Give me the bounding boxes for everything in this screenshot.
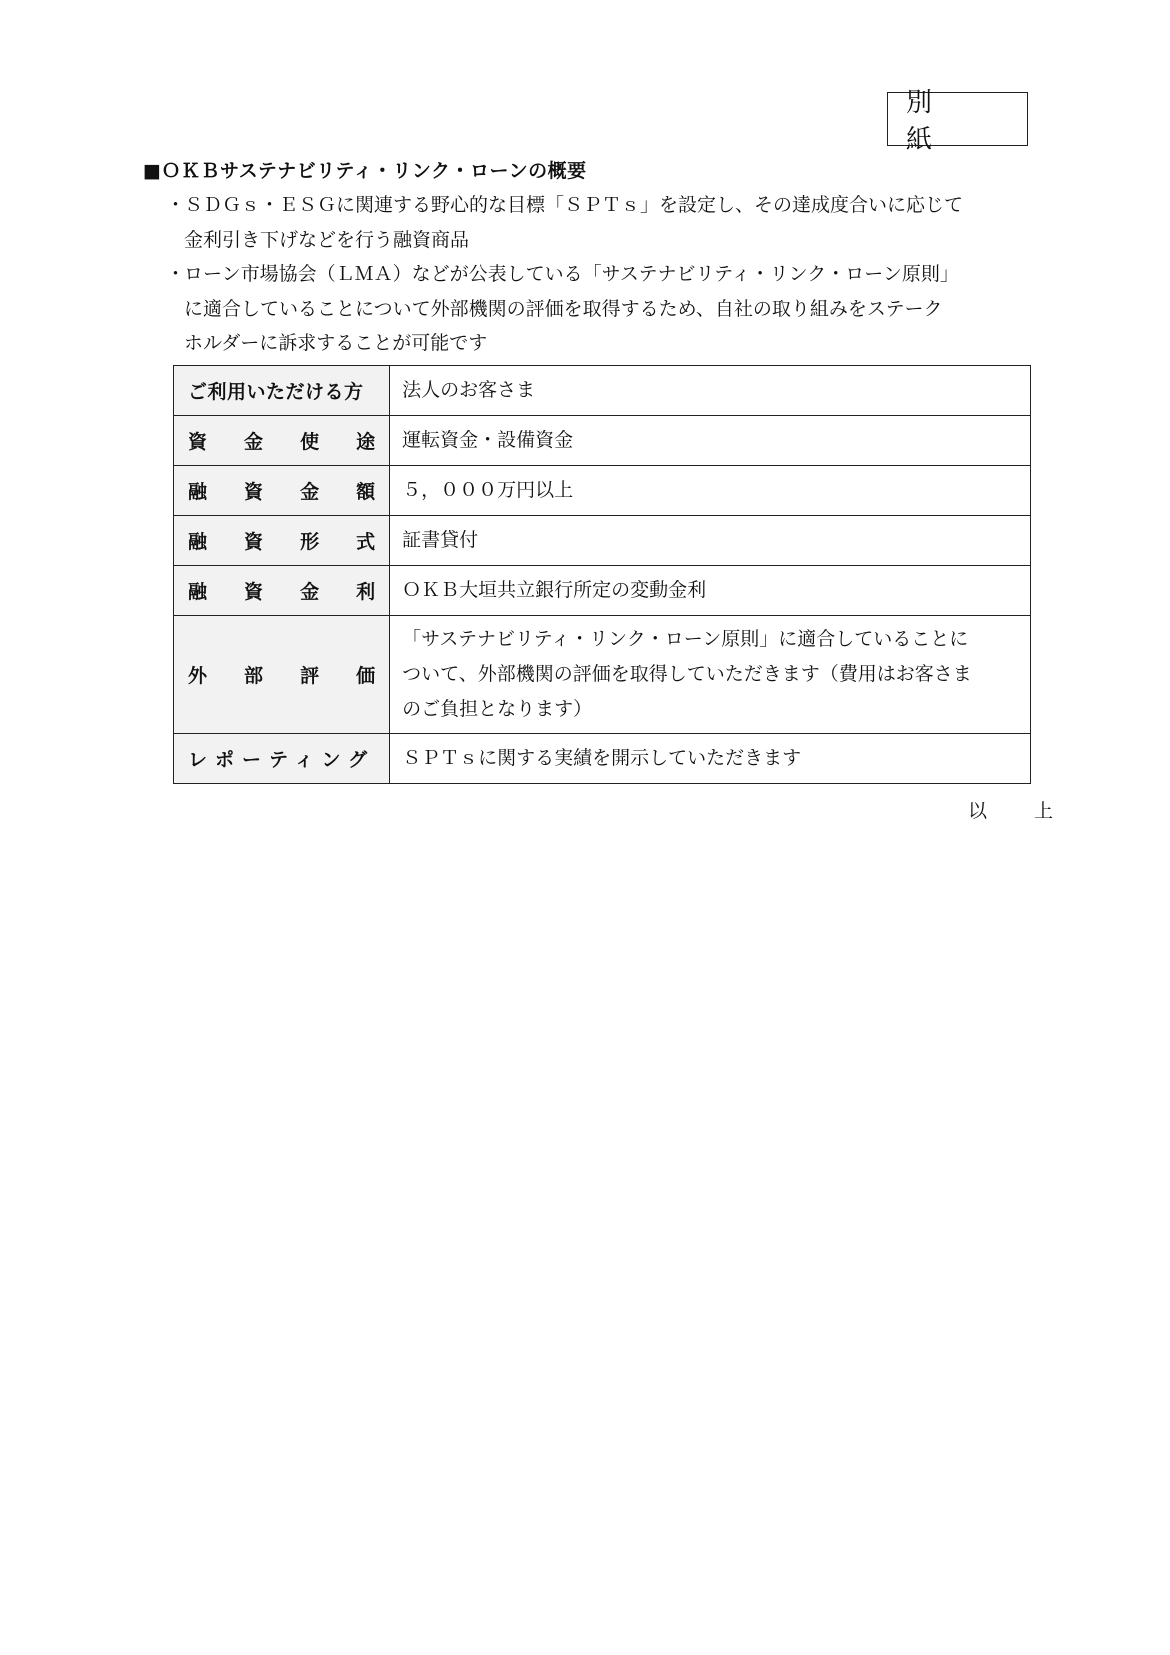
row-label: 外部評価 [174,616,390,734]
bullet-text: ＳＤＧｓ・ＥＳＧに関連する野心的な目標「ＳＰＴｓ」を設定し、その達成度合いに応じて 金利引き下げなどを行う融資商品 [184,194,964,251]
row-label: 融資金額 [174,466,390,516]
row-value: 運転資金・設備資金 [390,416,1031,466]
row-value: 証書貸付 [390,516,1031,566]
bullet-marker: ・ [166,263,186,285]
table-row [174,734,1031,784]
row-label: レポーティング [174,734,390,784]
row-label: 資金使途 [174,416,390,466]
table-row [174,616,1031,734]
table-row [174,566,1031,616]
bullet-marker: ・ [166,194,186,216]
product-overview-table [173,365,1031,784]
row-label: 融資形式 [174,516,390,566]
row-label: ご利用いただける方 [174,366,390,416]
bullet-list [166,188,1036,361]
bullet-item [166,188,1036,257]
row-value: 「サステナビリティ・リンク・ローン原則」に適合していることに ついて、外部機関の評価を取得していただきます（費用はお客さま のご負担となります） [390,616,1031,734]
section-heading: ■ＯＫＢサステナビリティ・リンク・ローンの概要 [143,160,587,182]
bullet-text: ローン市場協会（ＬＭＡ）などが公表している「サステナビリティ・リンク・ローン原則」 に適合していることについて外部機関の評価を取得するため、自社の取り組みをステーク ホルダーに訴求することが可能です [184,263,959,354]
row-label: 融資金利 [174,566,390,616]
table-row [174,466,1031,516]
row-value: ＳＰＴｓに関する実績を開示していただきます [390,734,1031,784]
closing-mark: 以 上 [968,800,1068,822]
row-value: ５，０００万円以上 [390,466,1031,516]
row-value: 法人のお客さま [390,366,1031,416]
bullet-item [166,257,1036,361]
table-row [174,366,1031,416]
table-row [174,516,1031,566]
table-row [174,416,1031,466]
attachment-label: 別 紙 [887,92,1028,146]
row-value: ＯＫＢ大垣共立銀行所定の変動金利 [390,566,1031,616]
